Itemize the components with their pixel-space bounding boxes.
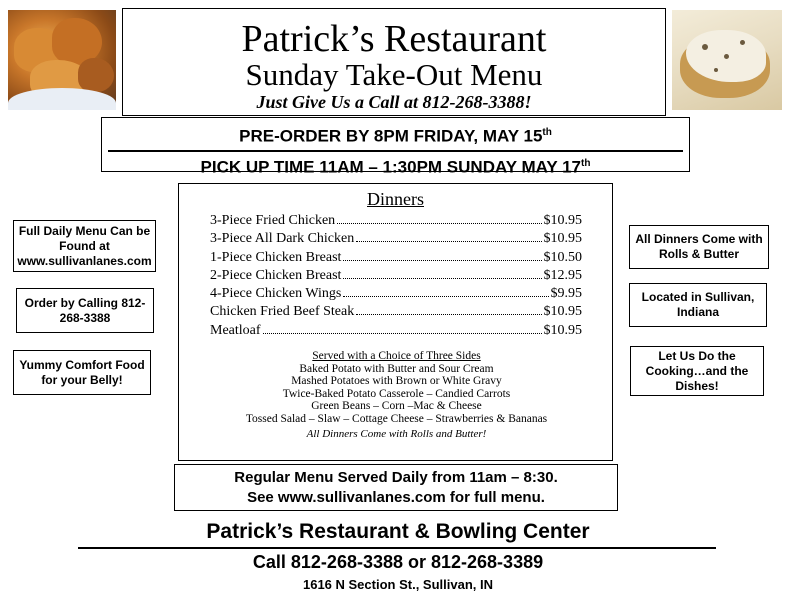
menu-subtitle: Sunday Take-Out Menu xyxy=(245,57,543,92)
note-we-cook: Let Us Do the Cooking…and the Dishes! xyxy=(630,346,764,396)
menu-item: 3-Piece Fried Chicken $10.95 xyxy=(210,213,582,228)
menu-item: 3-Piece All Dark Chicken $10.95 xyxy=(210,231,582,247)
preorder-deadline: PRE-ORDER BY 8PM FRIDAY, MAY 15th xyxy=(239,126,552,146)
menu-item: Meatloaf $10.95 xyxy=(210,322,582,338)
chicken-fried-steak-photo xyxy=(672,10,782,110)
call-tagline: Just Give Us a Call at 812-268-3388! xyxy=(256,92,532,112)
sides-note: All Dinners Come with Rolls and Butter! xyxy=(306,428,487,440)
fried-chicken-photo xyxy=(8,10,116,110)
dinners-box xyxy=(178,183,613,461)
side-option: Tossed Salad – Slaw – Cottage Cheese – Strawberries & Bananas xyxy=(245,412,548,425)
footer-divider xyxy=(78,547,716,549)
regular-menu-hours: Regular Menu Served Daily from 11am – 8:30. xyxy=(234,469,558,486)
sides-section xyxy=(179,350,614,441)
dinners-list xyxy=(210,213,582,341)
menu-item: Chicken Fried Beef Steak $10.95 xyxy=(210,304,582,320)
footer-address: 1616 N Section St., Sullivan, IN xyxy=(302,577,493,592)
note-comfort-food: Yummy Comfort Food for your Belly! xyxy=(13,350,151,395)
side-option: Green Beans – Corn –Mac & Cheese xyxy=(311,400,482,412)
note-location: Located in Sullivan, Indiana xyxy=(629,283,767,327)
regular-menu-box xyxy=(174,464,618,511)
side-option: Twice-Baked Potato Casserole – Candied Carrots xyxy=(282,387,511,400)
preorder-box xyxy=(101,117,690,177)
restaurant-title: Patrick’s Restaurant xyxy=(241,18,547,60)
side-option: Mashed Potatoes with Brown or White Gravy xyxy=(291,375,502,387)
footer-phone: Call 812-268-3388 or 812-268-3389 xyxy=(252,552,544,572)
side-option: Baked Potato with Butter and Sour Cream xyxy=(299,362,494,375)
menu-item: 4-Piece Chicken Wings $9.95 xyxy=(210,286,582,302)
dinners-heading: Dinners xyxy=(367,189,424,209)
menu-item: 1-Piece Chicken Breast $10.50 xyxy=(210,249,582,265)
title-box xyxy=(122,8,666,116)
note-full-menu: Full Daily Menu Can be Found at www.sullivanlanes.com xyxy=(13,220,156,272)
note-order-by-calling: Order by Calling 812-268-3388 xyxy=(16,288,154,333)
note-rolls-butter: All Dinners Come with Rolls & Butter xyxy=(629,225,769,269)
footer-business-name: Patrick’s Restaurant & Bowling Center xyxy=(206,520,590,543)
sides-title: Served with a Choice of Three Sides xyxy=(312,350,481,362)
menu-item: 2-Piece Chicken Breast $12.95 xyxy=(210,267,582,283)
pickup-time: PICK UP TIME 11AM – 1:30PM SUNDAY MAY 17th xyxy=(200,157,591,177)
regular-menu-website: See www.sullivanlanes.com for full menu. xyxy=(247,489,545,506)
divider xyxy=(108,150,683,152)
